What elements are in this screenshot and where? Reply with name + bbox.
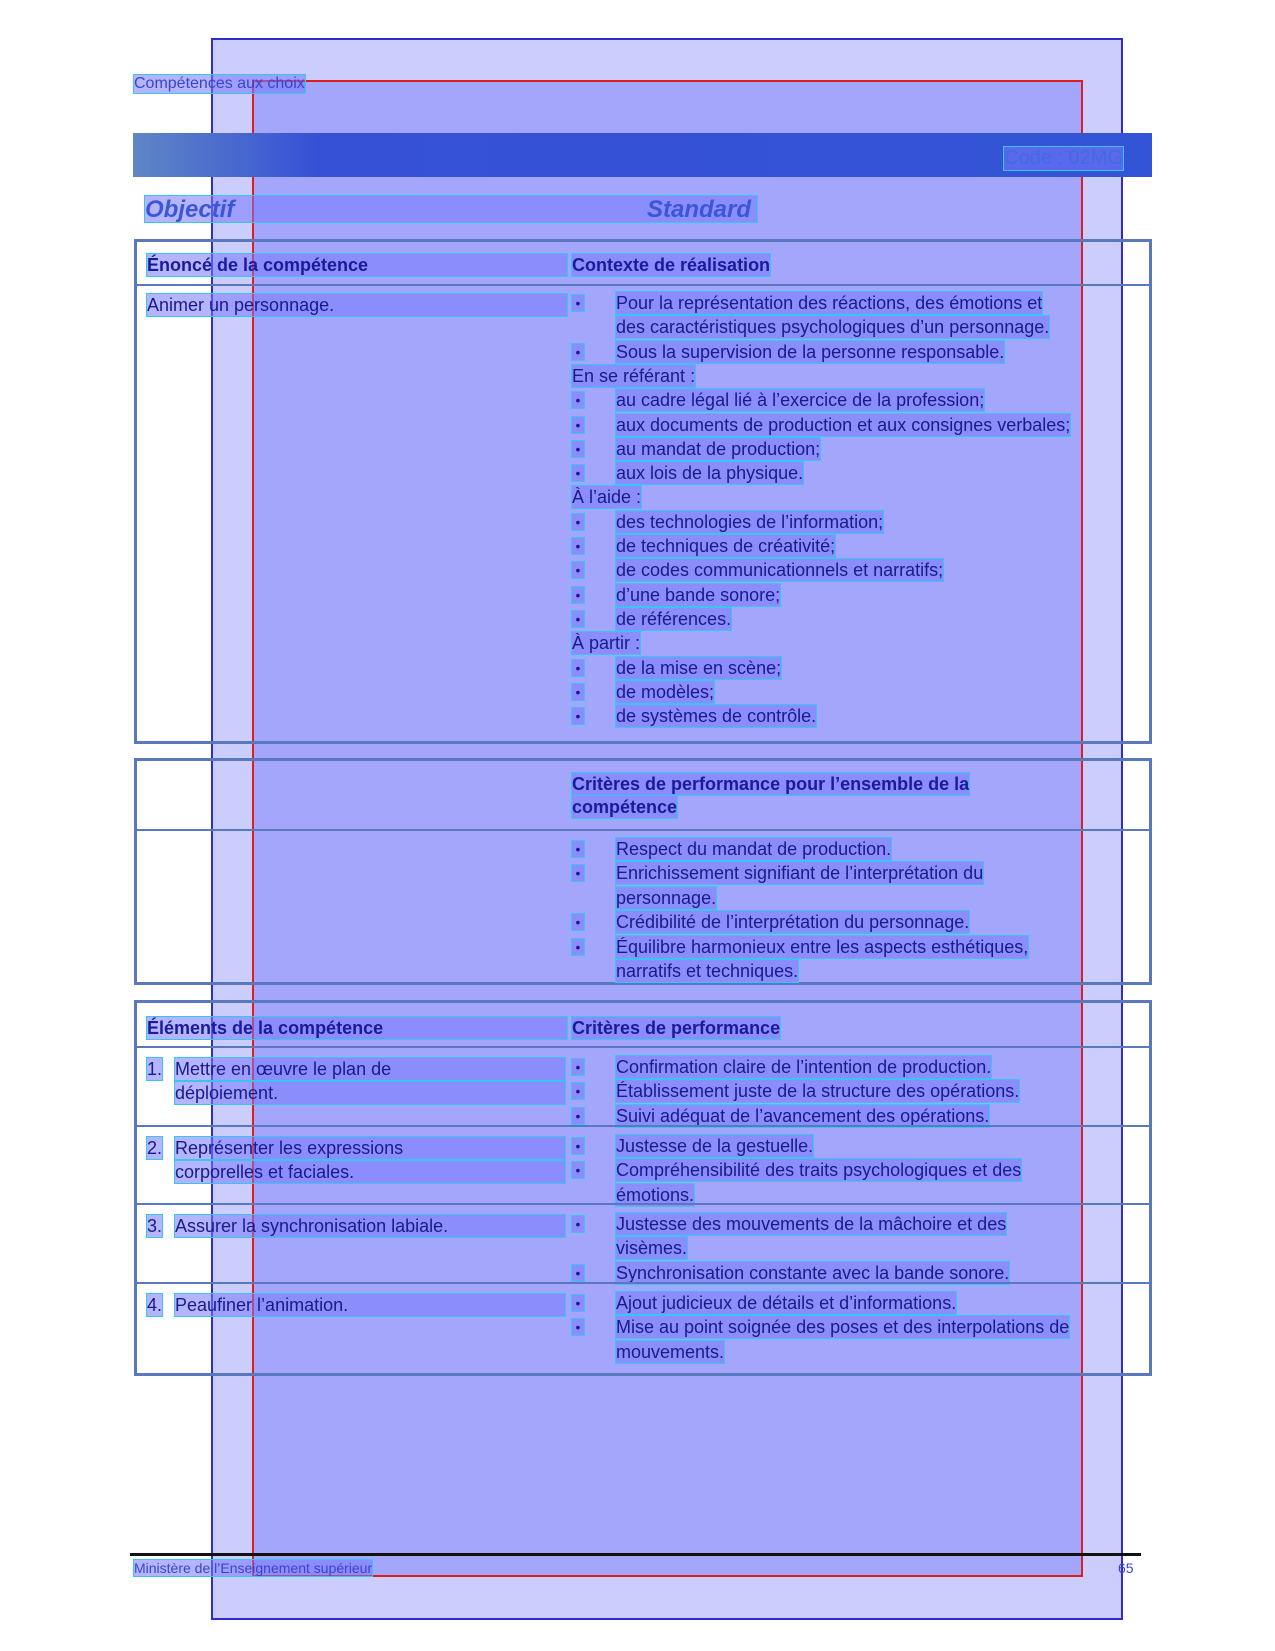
criteres-ensemble-header-line2: compétence [572,797,678,817]
list-item: Confirmation claire de l’intention de production. [616,1057,992,1077]
footer-ministry: Ministère de l’Enseignement supérieur [134,1560,373,1576]
bullet-icon: • [572,1059,584,1075]
list-item: au mandat de production; [616,438,821,459]
table-elements-criteres [134,1000,1152,1376]
bullet-icon: • [572,1162,584,1178]
element-text: Assurer la synchronisation labiale. [175,1215,565,1237]
bullet-icon: • [572,587,584,603]
list-item: Enrichissement signifiant de l’interprétation du [616,863,984,884]
list-item: d’une bande sonore; [616,584,781,605]
list-item: À l’aide : [572,487,642,508]
list-item: de références. [616,608,732,629]
element-number: 1. [147,1059,163,1079]
bullet-icon: • [572,1319,584,1335]
list-item: visèmes. [616,1238,688,1259]
element-text: Mettre en œuvre le plan de [175,1058,565,1080]
list-item: des caractéristiques psychologiques d’un personnage. [616,317,1050,338]
bullet-icon: • [572,1108,584,1124]
element-text: Peaufiner l’animation. [175,1294,565,1316]
list-item: Justesse des mouvements de la mâchoire et des [616,1214,1007,1234]
list-item: émotions. [616,1184,695,1205]
list-item: Suivi adéquat de l’avancement des opérations. [616,1105,990,1126]
list-item: de codes communicationnels et narratifs; [616,560,944,581]
table-divider [137,1203,1149,1205]
bullet-icon: • [572,1265,584,1281]
bullet-icon: • [572,465,584,481]
enonce-text: Animer un personnage. [147,294,567,316]
bullet-icon: • [572,1138,584,1154]
bullet-icon: • [572,295,584,311]
bullet-icon: • [572,914,584,930]
list-item: Ajout judicieux de détails et d’informations. [616,1293,957,1313]
element-number: 4. [147,1295,163,1315]
list-item: En se référant : [572,365,696,386]
list-item: aux lois de la physique. [616,463,804,484]
element-text: corporelles et faciales. [175,1161,565,1183]
bullet-icon: • [572,841,584,857]
list-item: de la mise en scène; [616,657,782,678]
bullet-icon: • [572,611,584,627]
list-item: Pour la représentation des réactions, des émotions et [616,293,1043,313]
list-item: Justesse de la gestuelle. [616,1136,814,1156]
bullet-icon: • [572,417,584,433]
bullet-icon: • [572,708,584,724]
footer-page-number: 65 [1118,1560,1134,1576]
list-item: Compréhensibilité des traits psychologiques et des [616,1160,1022,1181]
list-item: mouvements. [616,1341,725,1362]
bullet-icon: • [572,441,584,457]
element-number: 3. [147,1216,163,1236]
bullet-icon: • [572,865,584,881]
list-item: À partir : [572,633,641,654]
bullet-icon: • [572,660,584,676]
bullet-icon: • [572,1216,584,1232]
table-enonce-contexte [134,239,1152,744]
bullet-icon: • [572,344,584,360]
table-divider [137,1282,1149,1284]
list-item: de systèmes de contrôle. [616,706,817,727]
code-label: Code : 02MG [1004,147,1123,169]
standard-label: Standard [647,196,752,223]
list-item: Sous la supervision de la personne responsable. [616,341,1005,362]
element-number: 2. [147,1138,163,1158]
table-divider [137,829,1149,831]
list-item: personnage. [616,887,717,908]
list-item: de techniques de créativité; [616,536,836,556]
bullet-icon: • [572,1295,584,1311]
table-criteres-ensemble [134,758,1152,985]
list-item: Crédibilité de l’interprétation du personnage. [616,912,970,933]
list-item: Mise au point soignée des poses et des interpolations de [616,1317,1070,1338]
bullet-icon: • [572,939,584,955]
top-label: Compétences aux choix [134,75,305,92]
bullet-icon: • [572,392,584,408]
bullet-icon: • [572,684,584,700]
list-item: au cadre légal lié à l’exercice de la profession; [616,390,985,411]
table-divider [137,1046,1149,1048]
bullet-icon: • [572,562,584,578]
col-header-criteres: Critères de performance [572,1018,781,1038]
bullet-icon: • [572,1083,584,1099]
list-item: aux documents de production et aux consignes verbales; [616,414,1071,435]
objectif-label: Objectif [145,196,235,223]
bullet-icon: • [572,538,584,554]
col-header-enonce: Énoncé de la compétence [147,254,567,276]
list-item: narratifs et techniques. [616,961,799,981]
criteres-ensemble-header-line1: Critères de performance pour l’ensemble de la [572,774,970,794]
table-divider [137,1125,1149,1127]
objectif-standard-heading [145,196,757,222]
footer-rule [130,1553,1141,1556]
list-item: de modèles; [616,681,715,702]
list-item: des technologies de l’information; [616,511,884,532]
col-header-elements: Éléments de la compétence [147,1017,567,1039]
col-header-contexte: Contexte de réalisation [572,255,771,275]
header-bar [133,133,1152,177]
table-divider [137,284,1149,286]
element-text: Représenter les expressions [175,1137,565,1159]
list-item: Établissement juste de la structure des opérations. [616,1081,1020,1102]
list-item: Synchronisation constante avec la bande sonore. [616,1262,1010,1283]
list-item: Équilibre harmonieux entre les aspects esthétiques, [616,936,1029,957]
element-text: déploiement. [175,1082,565,1104]
list-item: Respect du mandat de production. [616,839,892,859]
bullet-icon: • [572,514,584,530]
